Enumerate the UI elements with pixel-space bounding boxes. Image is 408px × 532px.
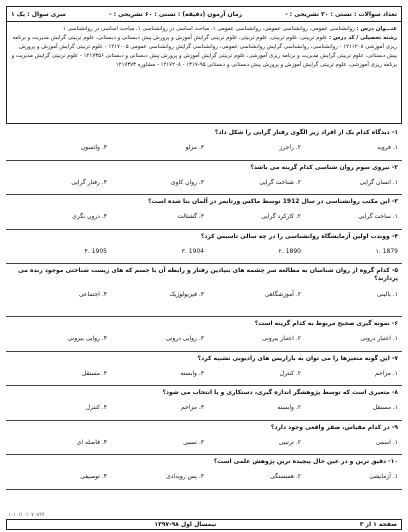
course-row (11, 25, 397, 34)
question-item (6, 264, 402, 317)
answer-option[interactable]: ۳. نسبی (183, 438, 204, 446)
answer-option[interactable]: ۳. گشتالت (177, 213, 204, 220)
answer-option[interactable]: ۲. کنترل (279, 369, 301, 377)
answer-option[interactable]: ۱. مزاحم (375, 369, 398, 377)
question-item (6, 230, 402, 265)
header-top-row (7, 7, 401, 22)
answer-option[interactable]: ۲. وابسته (277, 404, 301, 411)
question-item (6, 126, 402, 161)
answer-options (6, 171, 402, 186)
answer-options (6, 327, 402, 342)
answer-options (6, 205, 402, 220)
question-item (6, 455, 402, 490)
answer-option[interactable]: ۱. مستقل (372, 404, 398, 411)
question-stem: ۲- نیروی سوم روان شناسی کدام گزینه می باشد؟ (250, 163, 398, 171)
course-label: عنـــوان درس : (356, 26, 397, 32)
answer-options (6, 362, 402, 377)
answer-option[interactable]: ۱. اسمی (375, 438, 398, 446)
answer-option[interactable]: ۴. مستقل (81, 369, 107, 377)
question-item (6, 195, 402, 230)
answer-options (6, 240, 402, 255)
answer-option[interactable]: ۲. راجرز (279, 144, 301, 151)
question-count: تعداد سوالات : تستی : ۳۰ تشریحی : - (285, 10, 397, 18)
answer-option[interactable]: ۴. رفتار گرایی (71, 178, 107, 186)
answer-option[interactable]: ۲. کارکرد گرایی (261, 213, 301, 220)
answer-option[interactable]: ۳. وابسته (180, 369, 204, 377)
answer-option[interactable]: 1904 .۳ (181, 247, 204, 255)
answer-option[interactable]: ۴. درون نگری (72, 213, 107, 220)
answer-options (6, 465, 402, 480)
answer-option[interactable]: ۱. فروید (377, 144, 398, 151)
page-number: صفحه ۱ از ۳ (359, 521, 397, 528)
answer-option[interactable]: ۴. فاصله ای (76, 438, 107, 446)
answer-option[interactable]: ۴. واتسون (80, 144, 107, 151)
question-stem: ۹- در کدام مقیاس، صفر واقعی وجود دارد؟ (270, 423, 398, 431)
watermark-code: ۱۰۱۰/۱۰۱۰۷۰۸۲۶ (8, 512, 45, 518)
major-row (11, 34, 397, 70)
question-stem: ۱- دیدگاه کدام یک از افراد زیر الگوی رفتار گرایی را شکل داد؟ (214, 129, 398, 136)
question-item (6, 386, 402, 421)
question-item (6, 317, 402, 352)
answer-options (6, 283, 402, 298)
question-stem: ۸- متغیری است که توسط پژوهشگر اندازه گیری، دستکاری و یا انتخاب می شود؟ (162, 389, 398, 396)
question-stem: ۵- کدام گروه از روان شناسان به مطالعه سر چشمه های بنیادین رفتار و رابطه آن با جسم که های زیست شناختی موجود زنده می پردازند؟ (18, 267, 398, 282)
question-stem: ۷- این گونه متغیرها را می توان به بازاریس های رادیویی تشبیه کرد؟ (197, 354, 398, 362)
answer-option[interactable]: ۴. کنترل (85, 404, 107, 411)
question-item (6, 352, 402, 387)
answer-option[interactable]: ۳. روان کاوی (170, 178, 204, 186)
answer-option[interactable]: ۲. شناخت گرایی (259, 178, 301, 186)
question-list (6, 126, 402, 518)
question-item (6, 421, 402, 456)
answer-option[interactable]: ۳. فیزیولوژیک (169, 291, 204, 298)
question-stem: ۶- نمونه گیری صحیح مربوط به کدام گزینه است؟ (254, 320, 398, 327)
answer-option[interactable]: ۱. بالینی (377, 291, 398, 298)
answer-options (6, 431, 402, 446)
answer-options (6, 396, 402, 411)
answer-option[interactable]: ۴. اجتماعی (78, 291, 107, 298)
answer-option[interactable]: ۴. توصیفی (80, 473, 107, 480)
major-text: علوم تربیتی، علوم تربیتی، علوم تربیتی، علوم تربیتی گرایش آموزش و پرورش پیش دبستانی و دبستانی، علوم تربیتی گرایش مدیریت و برنامه ریزی آموزشی ۱۲۱۱۲۰۸ - روانشناسی، روانشناسی گرایش روانشناسی عمومی، روانشناسی گرایش روانشناسی عمومی ۱۲۱۷۰۰۵ - علوم تربیتی گرایش آموزش و پرورش پیش دبستانی، علوم تربیتی گرایش مدیریت و برنامه ریزی آموزشی، علوم تربیتی گرایش آموزش و پرورش پیش دبستانی و دبستانی ۱۲۱۷۳۵۶ - علوم تربیتی گرایش مدیریت و برنامه ریزی آموزشی، علوم تربیتی گرایش آموزش و پرورش پیش دبستانی و دبستانی ۹۵-۱۳۱۷ - ۱۲۱۷۲۰۸ - مشاوره ۱۲۱۷۳۷۳ (11, 34, 397, 68)
answer-option[interactable]: ۴. روایی بیرونی (67, 335, 107, 342)
answer-option[interactable]: ۱. آزمایشی (369, 473, 398, 480)
answer-option[interactable]: ۳. مزلو (185, 144, 204, 151)
answer-option[interactable]: 1879 .۱ (375, 247, 398, 255)
course-title: روانشناسی عمومی، روانشناسی عمومی، روانشناسی عمومی ۱، مباحث اساسی در روانشناسی ۱، مباحث اساسی در روانشناسی ۱ (62, 26, 355, 32)
exam-time: زمان آزمون (دقیقه) : تستی : ۶۰ تشریحی : - (109, 10, 243, 18)
answer-options (6, 136, 402, 151)
answer-option[interactable]: ۳. مزاحم (181, 404, 204, 411)
header-body (7, 22, 401, 73)
question-stem: ۴- ووندت اولین آزمایشگاه روانشناسی را در چه سالی تاسیس کرد؟ (200, 232, 398, 240)
answer-option[interactable]: ۱. ساخت گرایی (358, 213, 398, 220)
answer-option[interactable]: 1905 .۴ (84, 247, 107, 255)
answer-option[interactable]: ۲. همبستگی (270, 473, 301, 480)
question-item (6, 161, 402, 196)
answer-option[interactable]: ۱. اعتبار درونی (360, 335, 398, 342)
answer-option[interactable]: ۲. اعتبار بیرونی (262, 335, 301, 342)
semester-label: نیمسال اول ۹۸-۱۳۹۷ (154, 521, 217, 528)
answer-option[interactable]: ۳. پس رویدادی (166, 473, 204, 480)
answer-option[interactable]: ۳. روایی درونی (165, 335, 204, 342)
major-label: رشته تحصیلی / کد درس : (328, 34, 397, 41)
answer-option[interactable]: ۲. آموزشگاهی (264, 291, 301, 298)
question-series: سری سوال : یک ۱ (11, 10, 66, 18)
answer-option[interactable]: ۲. ترتیبی (278, 438, 301, 446)
exam-header (6, 6, 402, 124)
answer-option[interactable]: 1890 .۲ (278, 247, 301, 255)
question-stem: ۳- این مکتب روانشناسی در سال 1912 توسط ماکس ورتایمر در آلمان بنا شده است؟ (148, 198, 398, 205)
question-stem: ۱۰- دقیق ترین و در عین حال پیچیده ترین پژوهش علمی است؟ (213, 458, 398, 465)
answer-option[interactable]: ۱. انسان گرایی (359, 178, 398, 186)
exam-footer (6, 519, 402, 530)
